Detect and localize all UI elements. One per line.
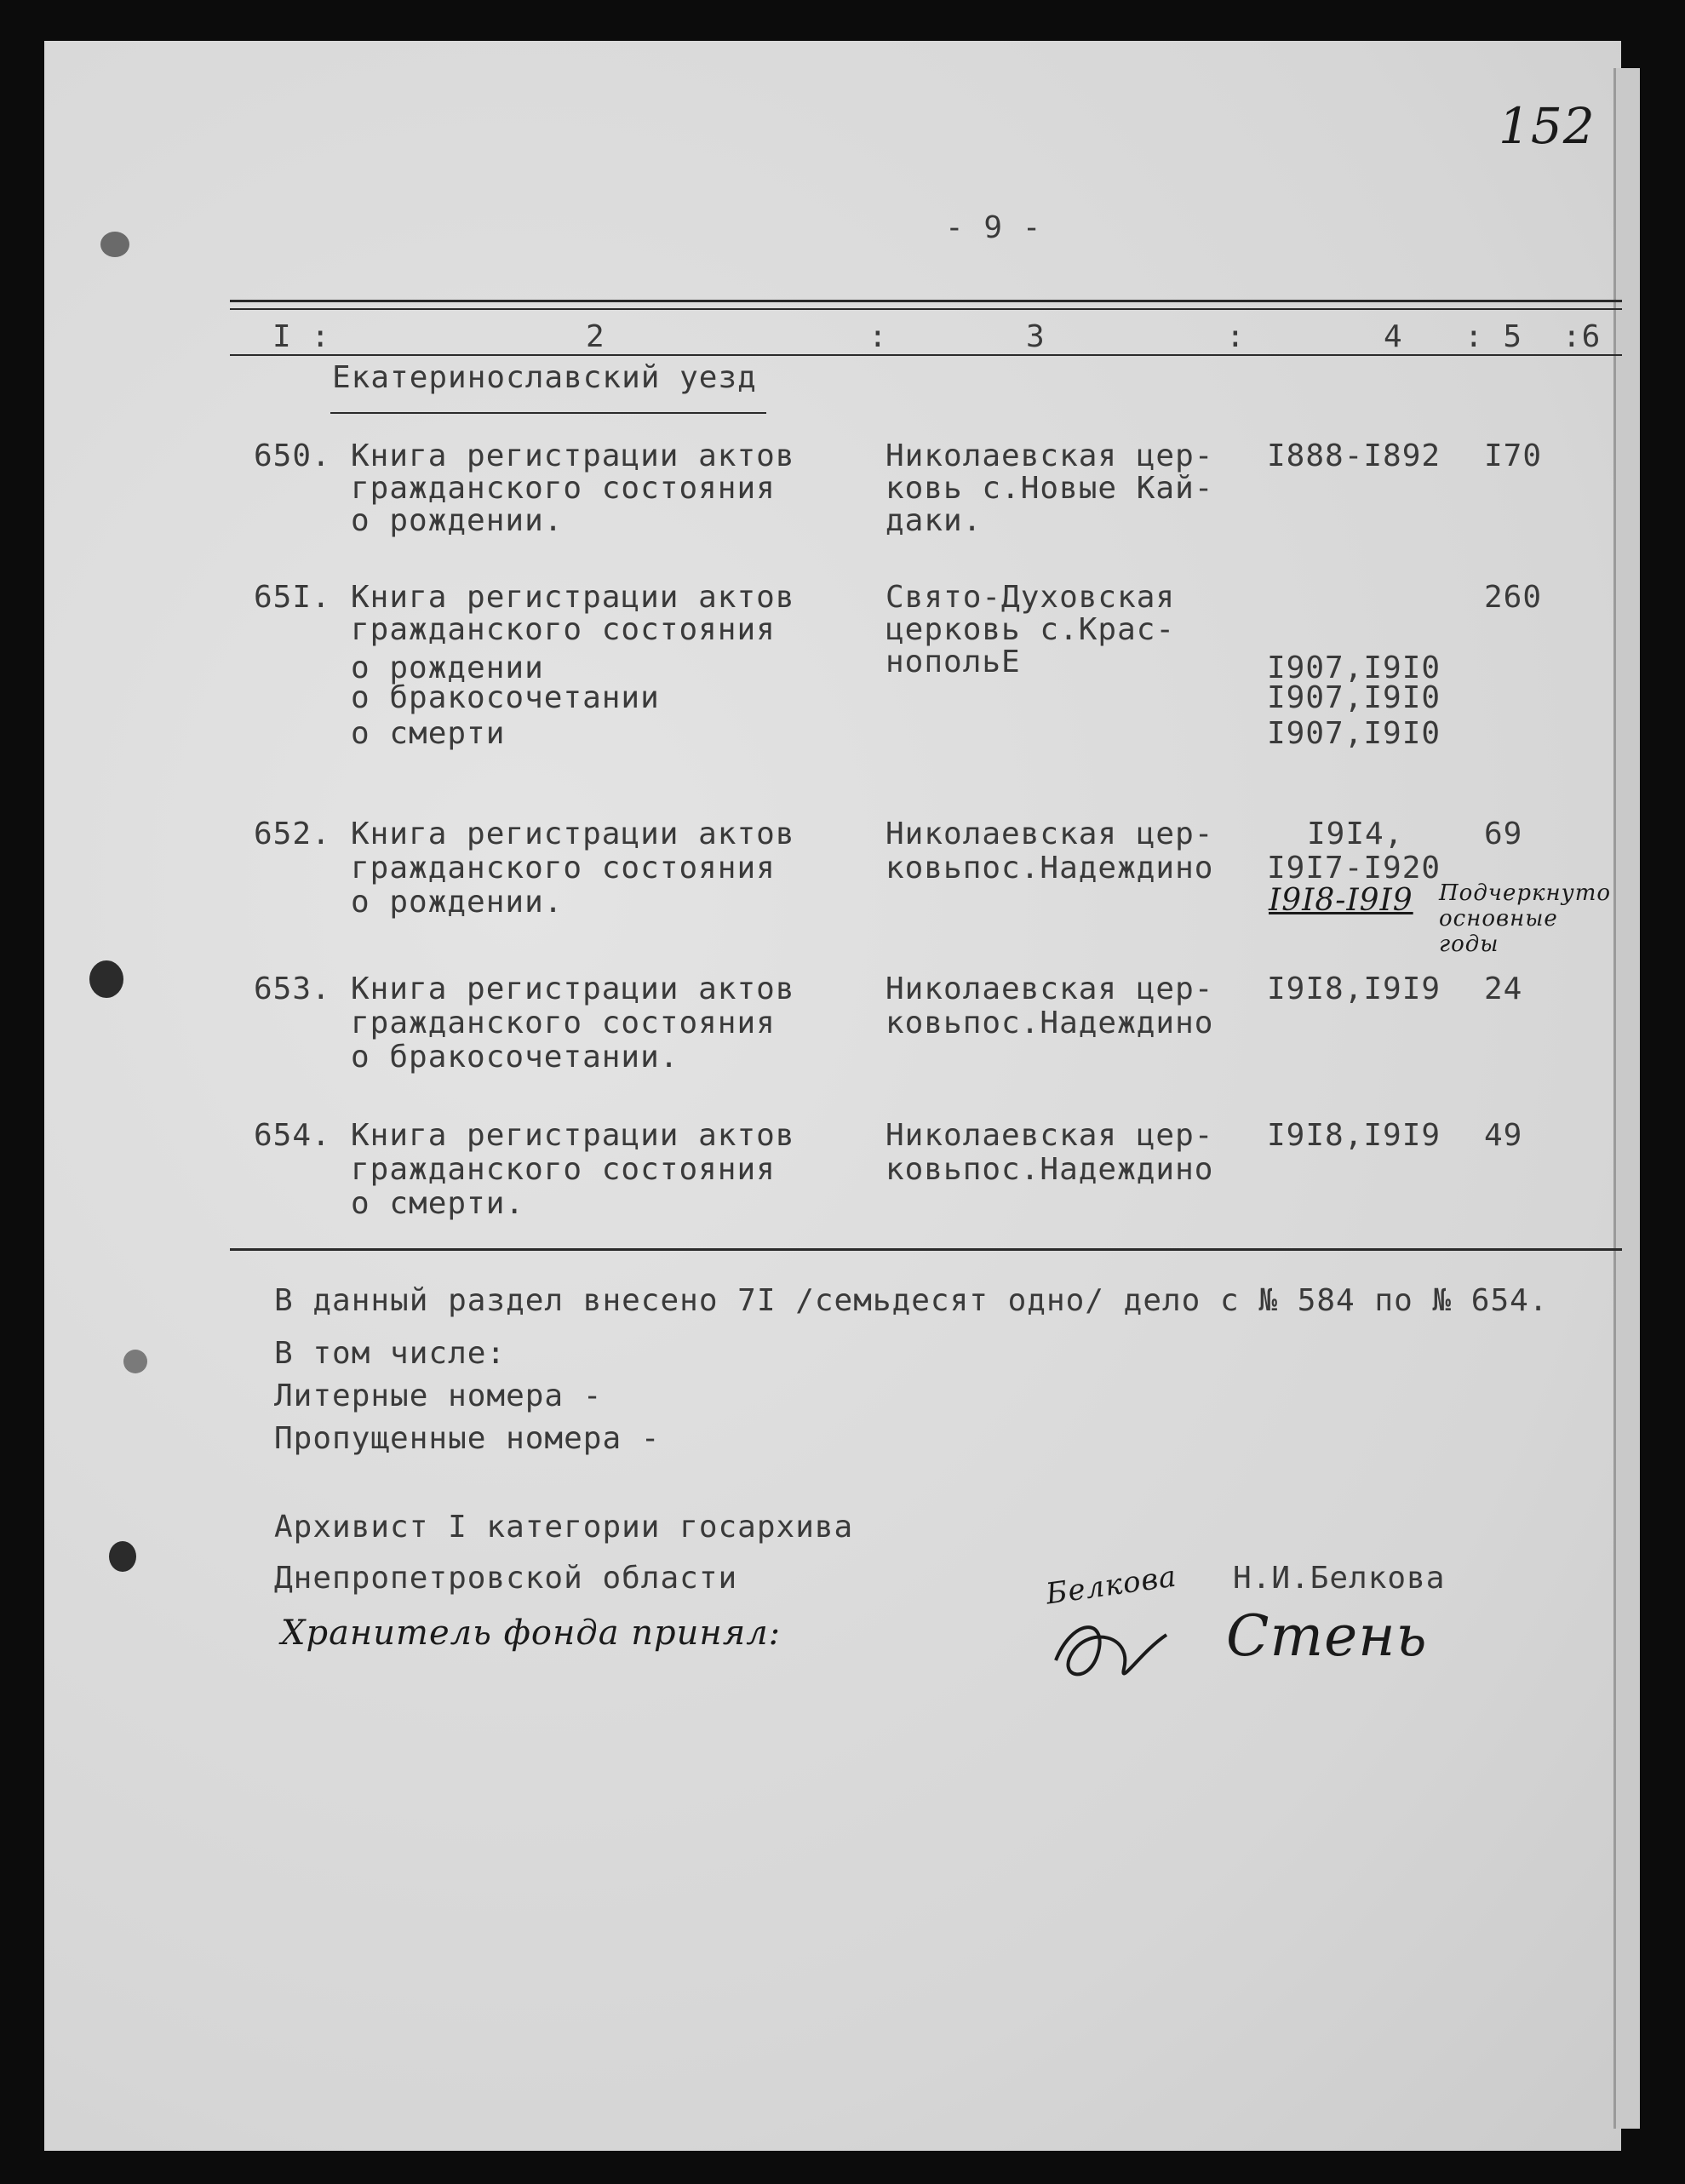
- entry-title-line: о смерти.: [351, 1186, 525, 1221]
- entry-title-line: гражданского состояния: [351, 1006, 776, 1040]
- column-header-1: I :: [272, 319, 331, 354]
- signature-flourish: [1039, 1601, 1192, 1703]
- entry-title-line: Книга регистрации актов: [351, 972, 795, 1006]
- signature: Белкова: [1043, 1559, 1179, 1612]
- entry-years: I9I8,I9I9: [1267, 972, 1441, 1006]
- entry-source-line: ковь с.Новые Кай-: [885, 471, 1214, 506]
- entry-title-line: о бракосочетании.: [351, 1040, 679, 1075]
- document-page: [44, 41, 1621, 2151]
- column-header-3: 3: [1026, 319, 1046, 354]
- entry-source-line: Николаевская цер-: [885, 817, 1214, 851]
- entry-title-line: о рождении.: [351, 885, 564, 920]
- entry-count: I70: [1484, 439, 1543, 473]
- header-rule-top: [230, 300, 1622, 302]
- district-underline: [330, 412, 766, 414]
- including-label: В том числе:: [274, 1336, 507, 1371]
- entry-years-handwritten: I9I8-I9I9: [1269, 883, 1413, 918]
- entry-source-line: ковьпос.Надеждино: [885, 1006, 1214, 1040]
- sheet-number: 152: [1499, 97, 1596, 155]
- entry-title-line: Книга регистрации актов: [351, 1118, 795, 1153]
- entry-years: I888-I892: [1267, 439, 1441, 473]
- entry-source-line: Николаевская цер-: [885, 972, 1214, 1006]
- entry-years: I907,I9I0: [1267, 651, 1441, 685]
- entry-title-line: о бракосочетании: [351, 680, 660, 715]
- handwritten-note: Подчеркнуто основные годы: [1439, 880, 1612, 957]
- skipped-numbers: Пропущенные номера -: [274, 1421, 661, 1456]
- signature: Стень: [1226, 1603, 1428, 1669]
- entry-title-line: о рождении.: [351, 503, 564, 538]
- column-header-2: 2: [586, 319, 605, 354]
- entry-years: I9I8,I9I9: [1267, 1118, 1441, 1153]
- entry-years: I9I4,: [1307, 817, 1404, 851]
- header-rule-bottom: [230, 354, 1622, 356]
- entry-title-line: гражданского состояния: [351, 471, 776, 506]
- keeper-line: Хранитель фонда принял:: [281, 1614, 782, 1653]
- entry-years: I907,I9I0: [1267, 680, 1441, 715]
- archivist-name: Н.И.Белкова: [1233, 1561, 1446, 1596]
- entry-number: 653.: [254, 972, 331, 1006]
- entry-source-line: ковьпос.Надеждино: [885, 1152, 1214, 1187]
- entry-number: 654.: [254, 1118, 331, 1153]
- entry-title-line: о рождении: [351, 651, 544, 685]
- entry-title-line: гражданского состояния: [351, 1152, 776, 1187]
- entry-count: 69: [1484, 817, 1523, 851]
- entry-title-line: гражданского состояния: [351, 612, 776, 647]
- entry-title-line: Книга регистрации актов: [351, 439, 795, 473]
- entry-source-line: ковьпос.Надеждино: [885, 851, 1214, 886]
- entry-count: 260: [1484, 580, 1543, 615]
- punch-hole: [100, 232, 129, 257]
- summary-line: В данный раздел внесено 7I /семьдесят одно/ дело с № 584 по № 654.: [274, 1283, 1549, 1318]
- entry-source-line: церковь с.Крас-: [885, 612, 1176, 647]
- entry-title-line: гражданского состояния: [351, 851, 776, 886]
- punch-hole: [123, 1350, 147, 1373]
- column-header-4: 4: [1384, 319, 1403, 354]
- entry-number: 65I.: [254, 580, 331, 615]
- column-separator: :: [1226, 319, 1246, 354]
- lettered-numbers: Литерные номера -: [274, 1379, 603, 1413]
- column-header-6: :6: [1562, 319, 1602, 354]
- page-label: - 9 -: [945, 210, 1042, 245]
- entry-count: 49: [1484, 1118, 1523, 1153]
- punch-hole: [109, 1541, 136, 1572]
- entry-title-line: Книга регистрации актов: [351, 817, 795, 851]
- entry-number: 650.: [254, 439, 331, 473]
- entry-source-line: нопольЕ: [885, 645, 1021, 679]
- entry-source-line: Николаевская цер-: [885, 1118, 1214, 1153]
- column-header-5: : 5: [1464, 319, 1523, 354]
- entry-count: 24: [1484, 972, 1523, 1006]
- punch-hole: [89, 960, 123, 998]
- archivist-title: Архивист I категории госархива: [274, 1510, 854, 1545]
- entry-source-line: Николаевская цер-: [885, 439, 1214, 473]
- entry-title-line: Книга регистрации актов: [351, 580, 795, 615]
- entry-source-line: Свято-Духовская: [885, 580, 1176, 615]
- entry-years: I9I7-I920: [1267, 851, 1441, 886]
- table-bottom-rule: [230, 1248, 1622, 1251]
- header-rule-mid: [230, 308, 1622, 310]
- entry-source-line: даки.: [885, 503, 983, 538]
- entry-title-line: о смерти: [351, 716, 506, 751]
- entry-years: I907,I9I0: [1267, 716, 1441, 751]
- column-separator: :: [868, 319, 888, 354]
- archivist-region: Днепропетровской области: [274, 1561, 738, 1596]
- district-heading: Екатеринославский уезд: [332, 360, 757, 395]
- page-edge: [1613, 68, 1640, 2129]
- entry-number: 652.: [254, 817, 331, 851]
